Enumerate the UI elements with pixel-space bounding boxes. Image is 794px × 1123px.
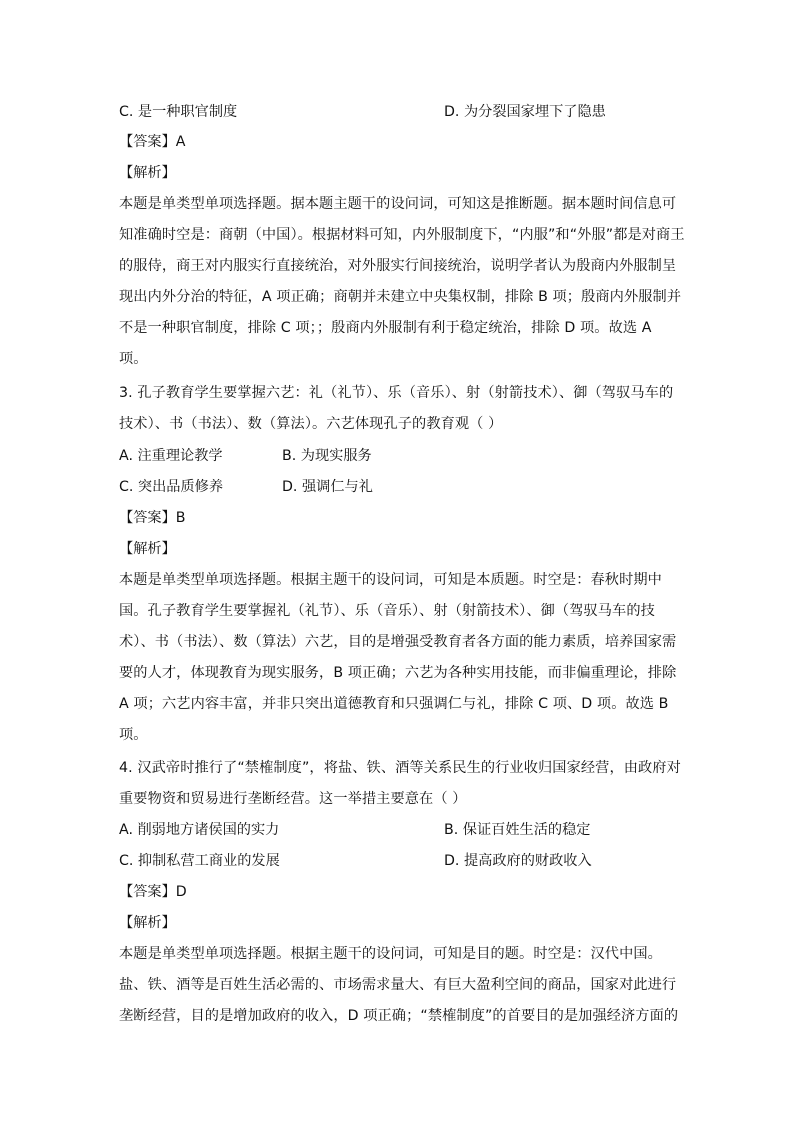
q4-analysis-line: 垄断经营，目的是增加政府的收入，D 项正确；“禁榷制度”的首要目的是加强经济方面的 bbox=[119, 1008, 679, 1024]
q4-analysis-label: 【解析】 bbox=[119, 915, 176, 931]
q3-answer: 【答案】B bbox=[119, 510, 186, 526]
q3-stem-line: 技术）、书（书法）、数（算法）。六艺体现孔子的教育观（ ） bbox=[119, 416, 503, 432]
q4-option-c: C. 抑制私营工商业的发展 bbox=[119, 853, 280, 869]
q3-option-a: A. 注重理论教学 bbox=[119, 448, 223, 464]
q3-option-d: D. 强调仁与礼 bbox=[282, 479, 373, 495]
q3-option-c: C. 突出品质修养 bbox=[119, 479, 224, 495]
q2-answer: 【答案】A bbox=[119, 134, 186, 150]
q2-analysis-label: 【解析】 bbox=[119, 165, 176, 181]
q2-analysis-line: 的服侍，商王对内服实行直接统治，对外服实行间接统治，说明学者认为殷商内外服制呈 bbox=[119, 258, 677, 274]
q3-stem-line: 3. 孔子教育学生要掌握六艺：礼（礼节）、乐（音乐）、射（射箭技术）、御（驾驭马车的 bbox=[119, 385, 674, 401]
q3-analysis-line: 国。孔子教育学生要掌握礼（礼节）、乐（音乐）、射（射箭技术）、御（驾驭马车的技 bbox=[119, 603, 655, 619]
q2-analysis-line: 现出内外分治的特征，A 项正确；商朝并未建立中央集权制，排除 B 项；殷商内外服制并 bbox=[119, 289, 682, 305]
q4-answer: 【答案】D bbox=[119, 884, 187, 900]
q4-analysis-line: 本题是单类型单项选择题。根据主题干的设问词，可知是目的题。时空是：汉代中国。 bbox=[119, 946, 662, 962]
q2-option-d: D. 为分裂国家埋下了隐患 bbox=[444, 104, 606, 120]
q4-option-b: B. 保证百姓生活的稳定 bbox=[444, 822, 591, 838]
q2-analysis-line: 不是一种职官制度，排除 C 项；；殷商内外服制有利于稳定统治，排除 D 项。故选 A bbox=[119, 320, 652, 336]
q2-option-c: C. 是一种职官制度 bbox=[119, 104, 238, 120]
q3-analysis-label: 【解析】 bbox=[119, 541, 176, 557]
q3-option-b: B. 为现实服务 bbox=[282, 448, 372, 464]
q3-analysis-line: A 项；六艺内容丰富，并非只突出道德教育和只强调仁与礼，排除 C 项、D 项。故选 B bbox=[119, 696, 669, 712]
q2-analysis-line: 本题是单类型单项选择题。据本题主题干的设问词，可知这是推断题。据本题时间信息可 bbox=[119, 196, 677, 212]
q4-option-a: A. 削弱地方诸侯国的实力 bbox=[119, 822, 280, 838]
q3-analysis-line: 项。 bbox=[119, 727, 148, 743]
q4-stem-line: 重要物资和贸易进行垄断经营。这一举措主要意在（ ） bbox=[119, 791, 467, 807]
q2-analysis-line: 项。 bbox=[119, 351, 148, 367]
q3-analysis-line: 术）、书（书法）、数（算法）六艺，目的是增强受教育者各方面的能力素质，培养国家需 bbox=[119, 634, 677, 650]
q3-analysis-line: 本题是单类型单项选择题。根据主题干的设问词，可知是本质题。时空是：春秋时期中 bbox=[119, 572, 662, 588]
q2-analysis-line: 知准确时空是：商朝（中国）。根据材料可知，内外服制度下，“内服”和“外服”都是对商王 bbox=[119, 227, 685, 243]
q4-stem-line: 4. 汉武帝时推行了“禁榷制度”，将盐、铁、酒等关系民生的行业收归国家经营，由政府对 bbox=[119, 760, 681, 776]
q4-analysis-line: 盐、铁、酒等是百姓生活必需的、市场需求量大、有巨大盈利空间的商品，国家对此进行 bbox=[119, 977, 677, 993]
q4-option-d: D. 提高政府的财政收入 bbox=[444, 853, 592, 869]
q3-analysis-line: 要的人才，体现教育为现实服务，B 项正确；六艺为各种实用技能，而非偏重理论，排除 bbox=[119, 665, 677, 681]
